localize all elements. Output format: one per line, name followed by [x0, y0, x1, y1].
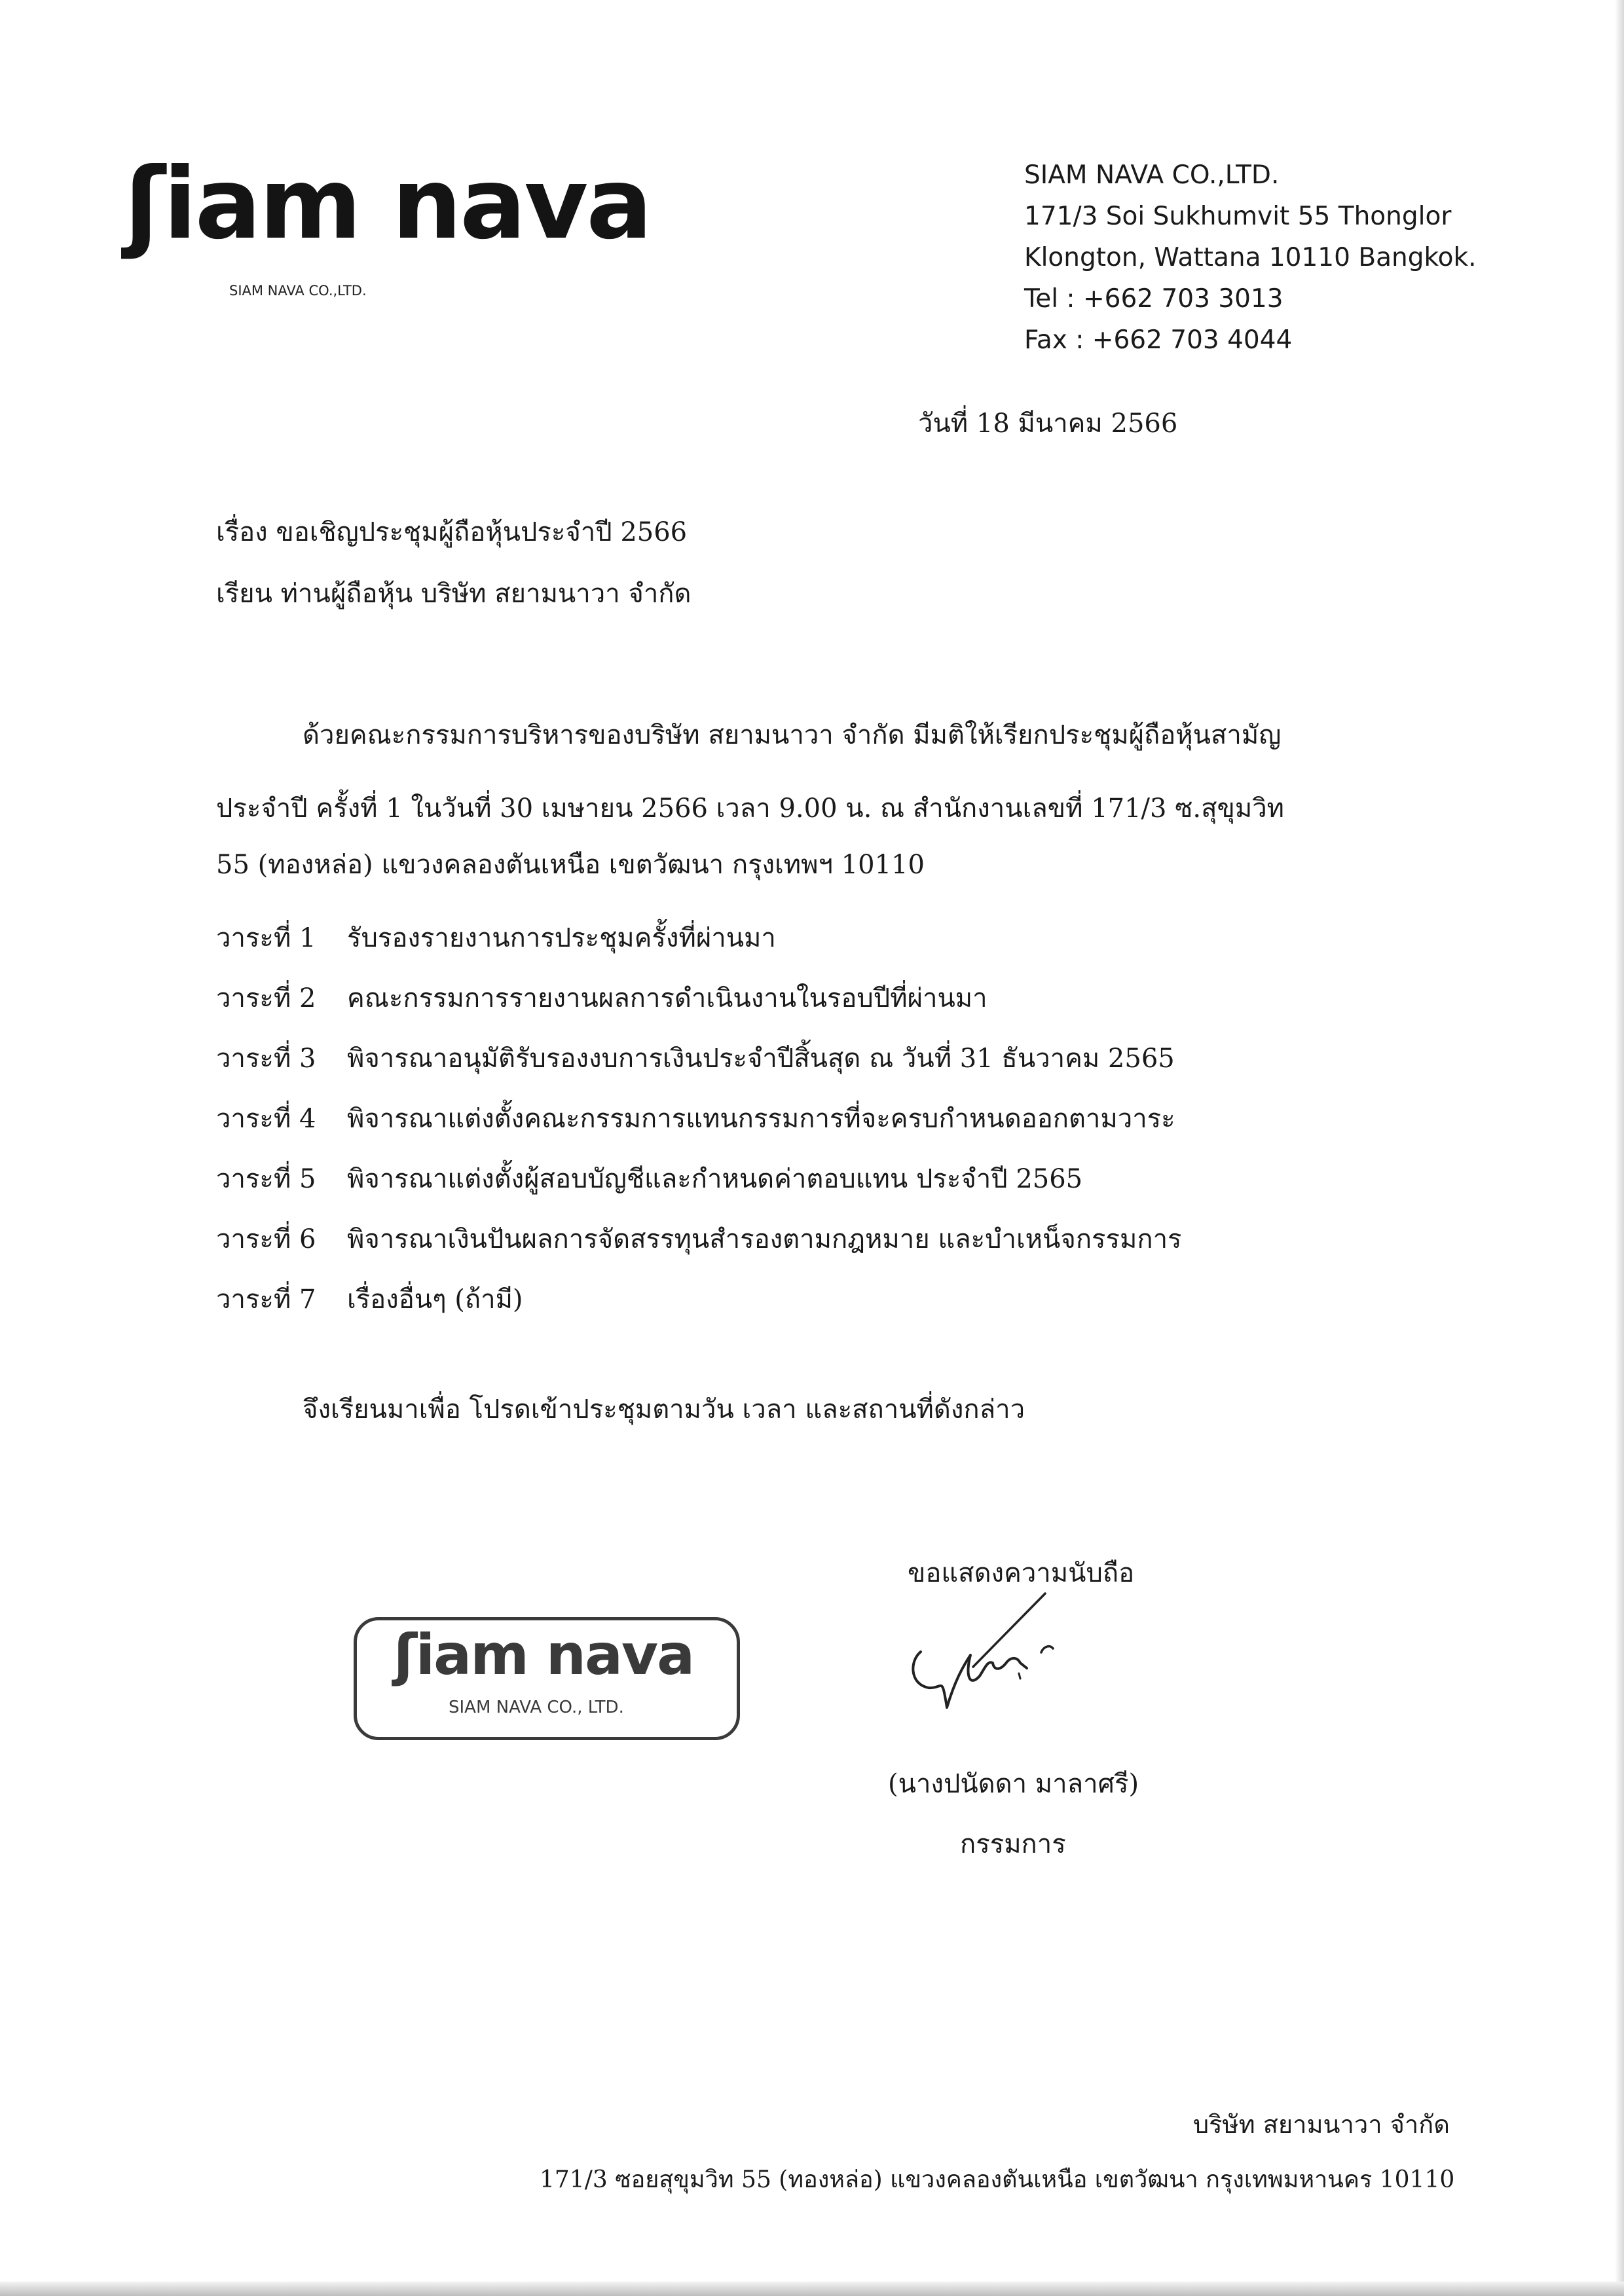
- company-address-line-1: 171/3 Soi Sukhumvit 55 Thonglor: [1024, 202, 1452, 231]
- signer-title: กรรมการ: [960, 1829, 1066, 1859]
- company-address-block: [1024, 155, 1477, 361]
- agenda-number: วาระที่ 2: [216, 983, 316, 1013]
- agenda-number: วาระที่ 4: [216, 1104, 316, 1134]
- agenda-number: วาระที่ 5: [216, 1164, 316, 1194]
- company-stamp: [354, 1617, 740, 1740]
- letter-subject: เรื่อง ขอเชิญประชุมผู้ถือหุ้นประจำปี 2566: [216, 517, 688, 547]
- agenda-text: เรื่องอื่นๆ (ถ้ามี): [347, 1285, 523, 1315]
- agenda-number: วาระที่ 7: [216, 1285, 316, 1315]
- paragraph-line-3: 55 (ทองหล่อ) แขวงคลองตันเหนือ เขตวัฒนา กรุงเทพฯ 10110: [216, 850, 925, 880]
- company-logo: [124, 147, 651, 302]
- regards-line: ขอแสดงความนับถือ: [908, 1558, 1135, 1588]
- agenda-number: วาระที่ 3: [216, 1044, 316, 1074]
- paragraph-line-1: ด้วยคณะกรรมการบริหารของบริษัท สยามนาวา จำกัด มีมติให้เรียกประชุมผู้ถือหุ้นสามัญ: [303, 720, 1282, 750]
- agenda-text: คณะกรรมการรายงานผลการดำเนินงานในรอบปีที่ผ่านมา: [347, 983, 987, 1013]
- letter-salutation: เรียน ท่านผู้ถือหุ้น บริษัท สยามนาวา จำกัด: [216, 579, 692, 609]
- stamp-subtitle: SIAM NAVA CO., LTD.: [449, 1698, 624, 1717]
- scan-edge-right: [1615, 0, 1624, 2296]
- footer-address: 171/3 ซอยสุขุมวิท 55 (ทองหล่อ) แขวงคลองตันเหนือ เขตวัฒนา กรุงเทพมหานคร 10110: [540, 2166, 1455, 2193]
- company-tel: Tel : +662 703 3013: [1024, 284, 1283, 314]
- signer-name: (นางปนัดดา มาลาศรี): [888, 1769, 1139, 1799]
- company-fax: Fax : +662 703 4044: [1024, 325, 1293, 355]
- logo-subtitle: SIAM NAVA CO.,LTD.: [229, 283, 367, 299]
- closing-sentence: จึงเรียนมาเพื่อ โปรดเข้าประชุมตามวัน เวลา และสถานที่ดังกล่าว: [303, 1394, 1025, 1425]
- paragraph-line-2: ประจำปี ครั้งที่ 1 ในวันที่ 30 เมษายน 2566 เวลา 9.00 น. ณ สำนักงานเลขที่ 171/3 ซ.สุขุมวิท: [216, 793, 1285, 824]
- agenda-number: วาระที่ 6: [216, 1224, 316, 1254]
- agenda-text: พิจารณาอนุมัติรับรองงบการเงินประจำปีสิ้นสุด ณ วันที่ 31 ธันวาคม 2565: [347, 1044, 1175, 1074]
- agenda-text: พิจารณาเงินปันผลการจัดสรรทุนสำรองตามกฎหมาย และบำเหน็จกรรมการ: [347, 1224, 1182, 1254]
- letter-date: วันที่ 18 มีนาคม 2566: [918, 409, 1178, 439]
- handwritten-signature: [902, 1590, 1118, 1734]
- footer-company: บริษัท สยามนาวา จำกัด: [1193, 2110, 1450, 2139]
- agenda-number: วาระที่ 1: [216, 923, 316, 953]
- agenda-text: พิจารณาแต่งตั้งคณะกรรมการแทนกรรมการที่จะครบกำหนดออกตามวาระ: [347, 1104, 1175, 1134]
- agenda-text: พิจารณาแต่งตั้งผู้สอบบัญชีและกำหนดค่าตอบแทน ประจำปี 2565: [347, 1164, 1083, 1194]
- company-address-line-2: Klongton, Wattana 10110 Bangkok.: [1024, 243, 1477, 272]
- company-name: SIAM NAVA CO.,LTD.: [1024, 160, 1280, 190]
- agenda-text: รับรองรายงานการประชุมครั้งที่ผ่านมา: [347, 923, 776, 953]
- scan-edge-bottom: [0, 2282, 1624, 2296]
- stamp-brand-text: ʃiam nava: [394, 1622, 694, 1688]
- logo-brand-text: ʃiam nava: [124, 147, 651, 261]
